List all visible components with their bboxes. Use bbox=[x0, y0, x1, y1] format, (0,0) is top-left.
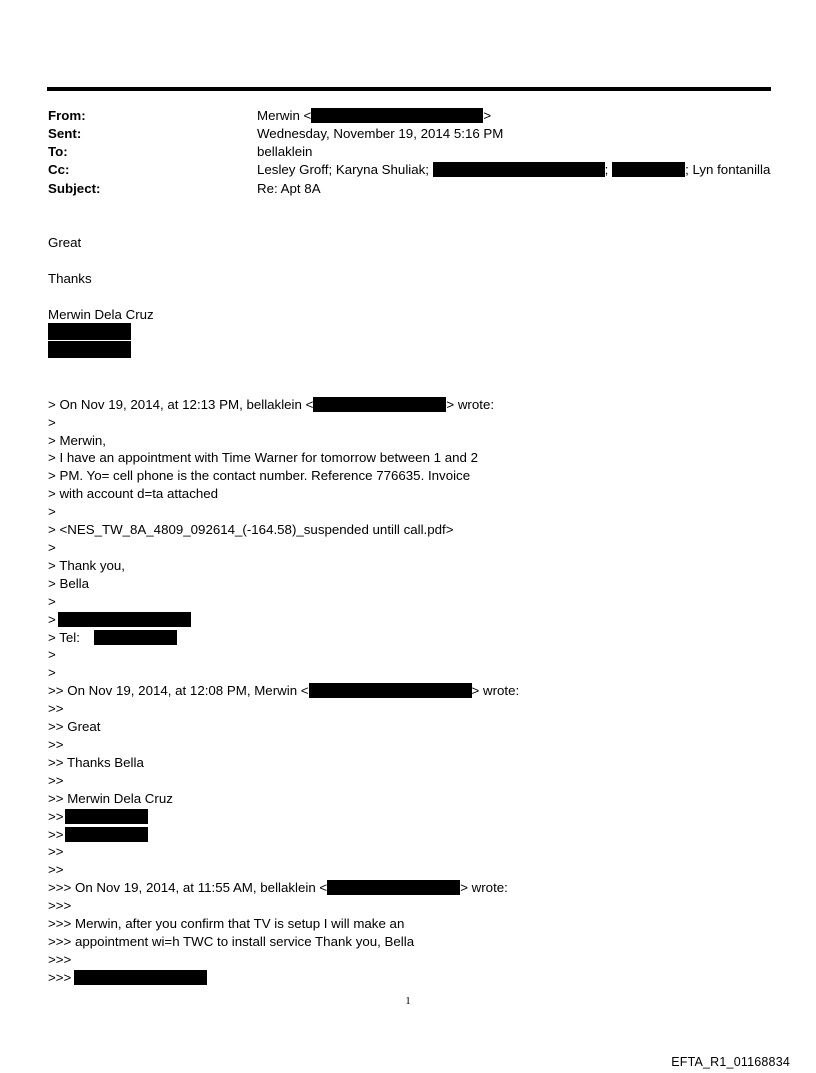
quoted-line bbox=[48, 808, 148, 826]
redaction-block bbox=[65, 809, 148, 824]
redaction-block bbox=[612, 162, 685, 177]
attachment-line: > <NES_TW_8A_4809_092614_(-164.58)_suspended untill call.pdf> bbox=[48, 522, 454, 537]
quoted-line: > PM. Yo= cell phone is the contact number. Reference 776635. Invoice bbox=[48, 468, 471, 483]
quoted-line bbox=[48, 611, 191, 629]
redaction-block bbox=[309, 683, 472, 698]
tel-label: > Tel: bbox=[48, 630, 80, 645]
to-label: To: bbox=[48, 144, 68, 159]
redaction-block bbox=[48, 323, 131, 340]
quote-header-text: >> On Nov 19, 2014, at 12:08 PM, Merwin < bbox=[48, 683, 309, 698]
quoted-line: >>> Merwin, after you confirm that TV is setup I will make an bbox=[48, 916, 405, 931]
quoted-line: > bbox=[48, 415, 56, 430]
quoted-line: >> bbox=[48, 701, 64, 716]
from-close: > bbox=[483, 108, 492, 123]
quoted-line: >> Thanks Bella bbox=[48, 755, 144, 770]
sent-label: Sent: bbox=[48, 126, 82, 141]
cc-end: ; Lyn fontanilla bbox=[685, 162, 771, 177]
body-greeting: Great bbox=[48, 235, 82, 250]
quoted-line: >> bbox=[48, 844, 64, 859]
quoted-line bbox=[48, 879, 508, 897]
quoted-line: >>> appointment wi=h TWC to install service Thank you, Bella bbox=[48, 934, 415, 949]
quote-marker: >> bbox=[48, 827, 64, 842]
quoted-line bbox=[48, 826, 148, 844]
quoted-line: > Merwin, bbox=[48, 433, 107, 448]
redaction-block bbox=[58, 612, 191, 627]
header-rule bbox=[47, 87, 771, 91]
quoted-line: > with account d=ta attached bbox=[48, 486, 219, 501]
document-id: EFTA_R1_01168834 bbox=[671, 1055, 790, 1069]
subject-label: Subject: bbox=[48, 181, 101, 196]
quoted-line: >>> bbox=[48, 952, 72, 967]
quoted-line: >> Great bbox=[48, 719, 101, 734]
quoted-line: >> Merwin Dela Cruz bbox=[48, 791, 173, 806]
redaction-block bbox=[313, 397, 446, 412]
quote-header-end: > wrote: bbox=[460, 880, 508, 895]
quoted-line: > Thank you, bbox=[48, 558, 126, 573]
quoted-line: > bbox=[48, 647, 56, 662]
quoted-line: >> bbox=[48, 773, 64, 788]
redaction-block bbox=[433, 162, 605, 177]
body-signature: Merwin Dela Cruz bbox=[48, 307, 154, 322]
cc-value bbox=[257, 161, 770, 179]
quote-header-text: >>> On Nov 19, 2014, at 11:55 AM, bellaklein < bbox=[48, 880, 328, 895]
redaction-block bbox=[48, 341, 131, 358]
quoted-line: > bbox=[48, 594, 56, 609]
quote-marker: >>> bbox=[48, 970, 72, 985]
quoted-line: > bbox=[48, 665, 56, 680]
quote-header-end: > wrote: bbox=[446, 397, 495, 412]
redaction-block bbox=[327, 880, 460, 895]
quoted-line bbox=[48, 396, 494, 414]
cc-sep: ; bbox=[604, 162, 609, 177]
redaction-block bbox=[94, 630, 177, 645]
cc-start: Lesley Groff; Karyna Shuliak; bbox=[257, 162, 429, 177]
quoted-line: > bbox=[48, 540, 56, 555]
quoted-line: > I have an appointment with Time Warner for tomorrow between 1 and 2 bbox=[48, 450, 479, 465]
from-label: From: bbox=[48, 108, 86, 123]
redaction-block bbox=[65, 827, 148, 842]
quoted-line bbox=[48, 682, 519, 700]
from-name: Merwin < bbox=[257, 108, 312, 123]
redaction-block bbox=[74, 970, 207, 985]
body-thanks: Thanks bbox=[48, 271, 92, 286]
quote-marker: > bbox=[48, 612, 56, 627]
quote-header-text: > On Nov 19, 2014, at 12:13 PM, bellaklein < bbox=[48, 397, 314, 412]
sent-value: Wednesday, November 19, 2014 5:16 PM bbox=[257, 126, 504, 141]
page-number: 1 bbox=[405, 995, 411, 1007]
quoted-line: >>> bbox=[48, 898, 72, 913]
cc-label: Cc: bbox=[48, 162, 70, 177]
subject-value: Re: Apt 8A bbox=[257, 181, 321, 196]
quoted-line bbox=[48, 969, 207, 987]
quoted-line: > Bella bbox=[48, 576, 90, 591]
from-value bbox=[257, 107, 491, 125]
to-value: bellaklein bbox=[257, 144, 313, 159]
quoted-line: > bbox=[48, 504, 56, 519]
quoted-line: >> bbox=[48, 862, 64, 877]
quote-header-end: > wrote: bbox=[471, 683, 520, 698]
quote-marker: >> bbox=[48, 809, 64, 824]
quoted-line bbox=[48, 629, 177, 647]
quoted-line: >> bbox=[48, 737, 64, 752]
redaction-block bbox=[311, 108, 483, 123]
